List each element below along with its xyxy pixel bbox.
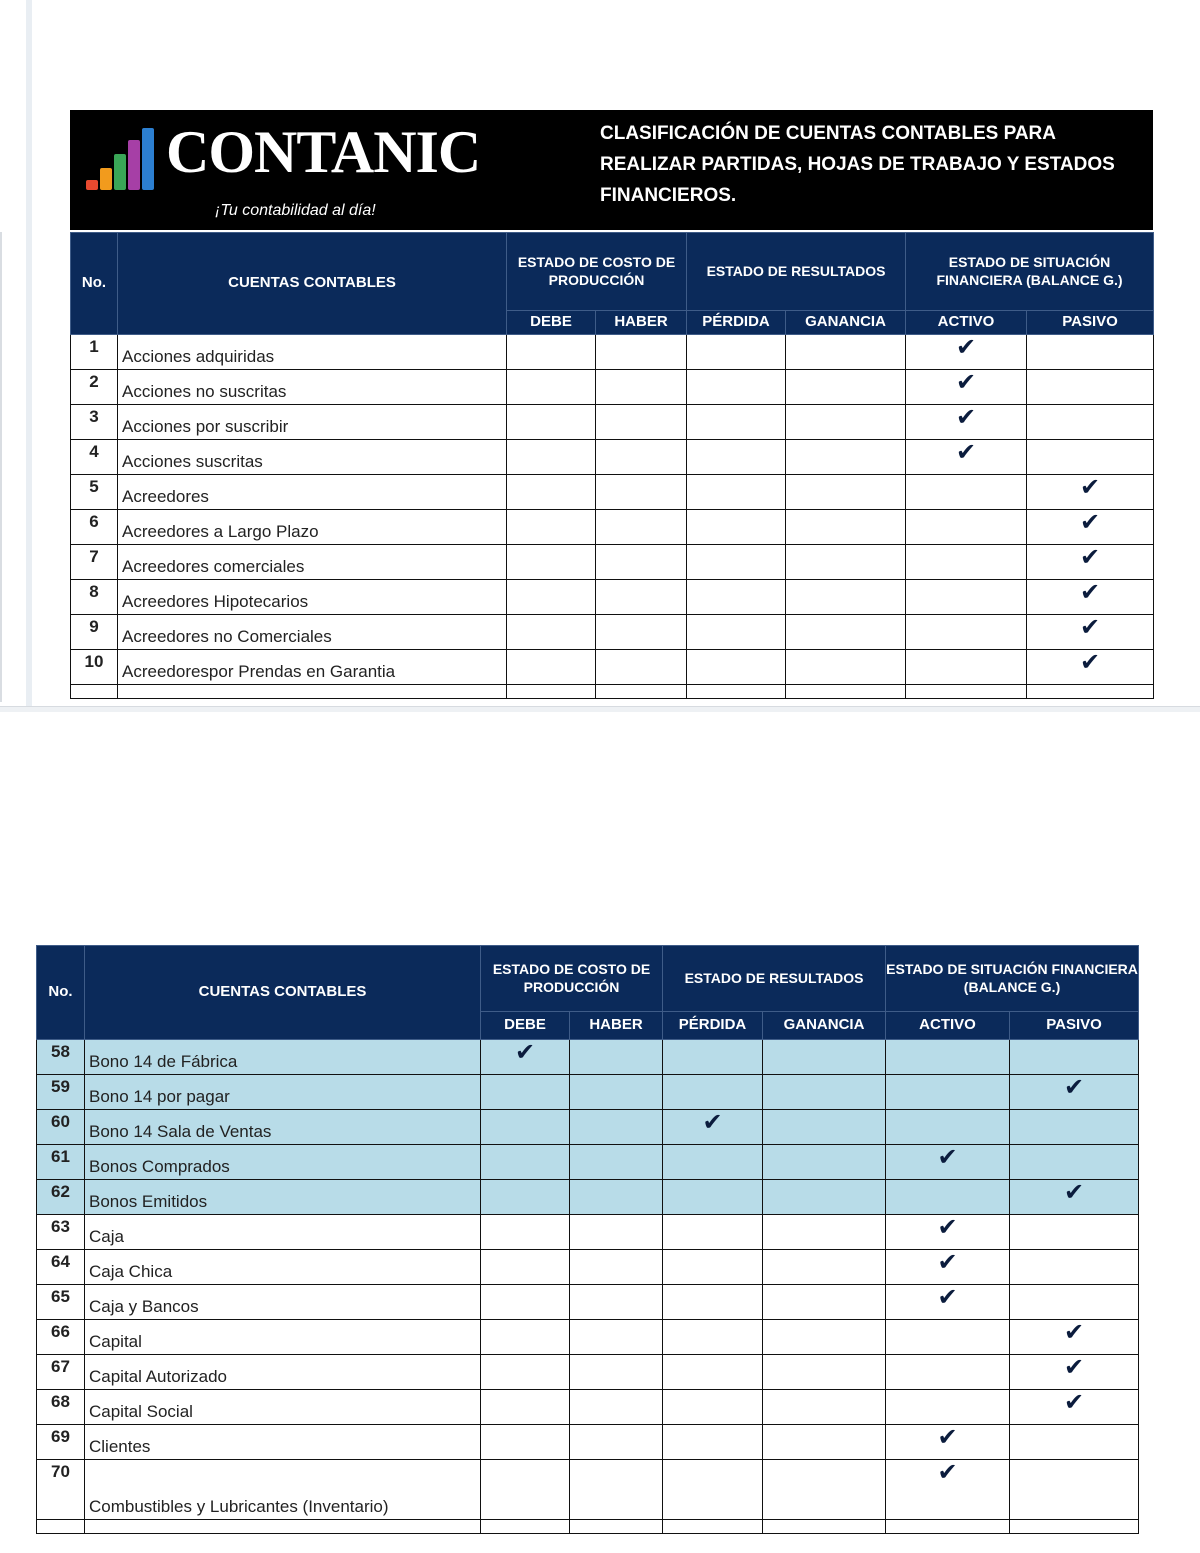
- table-row: [37, 1215, 1139, 1250]
- header-debe: DEBE: [507, 311, 596, 335]
- cell-haber: [570, 1320, 663, 1355]
- logo-bars-icon: [86, 128, 156, 190]
- table-row: [37, 1355, 1139, 1390]
- accounts-table-2: [36, 945, 1139, 1534]
- cell-haber: [570, 1145, 663, 1180]
- cell-activo: [906, 335, 1027, 370]
- cell-debe: [481, 1390, 570, 1425]
- document-page-2: [0, 712, 1200, 1553]
- row-number: 62: [37, 1180, 85, 1215]
- cell-perdida: [663, 1460, 763, 1520]
- cell-haber: [570, 1355, 663, 1390]
- cell-ganancia: [786, 510, 906, 545]
- cell-debe: [481, 1145, 570, 1180]
- cell-haber: [596, 335, 687, 370]
- cell-ganancia: [763, 1250, 886, 1285]
- cell-debe: [507, 545, 596, 580]
- partial-cell: [481, 1520, 570, 1534]
- logo-wordmark: CONTANIC: [166, 119, 481, 185]
- cell-haber: [570, 1215, 663, 1250]
- row-number: 60: [37, 1110, 85, 1145]
- partial-cell: [687, 685, 786, 699]
- partial-cell: [596, 685, 687, 699]
- cell-ganancia: [786, 405, 906, 440]
- checkmark-icon: ✔: [937, 1459, 958, 1486]
- cell-haber: [596, 580, 687, 615]
- table-row: [37, 1425, 1139, 1460]
- table-row: [71, 650, 1154, 685]
- cell-pasivo: [1027, 545, 1154, 580]
- cell-haber: [596, 510, 687, 545]
- header-ganancia: GANANCIA: [786, 311, 906, 335]
- table-row: [71, 510, 1154, 545]
- cell-ganancia: [763, 1215, 886, 1250]
- cell-pasivo: [1010, 1145, 1139, 1180]
- row-number: 9: [71, 615, 118, 650]
- cell-activo: [886, 1180, 1010, 1215]
- cell-debe: [481, 1075, 570, 1110]
- account-name: Capital Autorizado: [85, 1355, 481, 1390]
- account-name: Caja: [85, 1215, 481, 1250]
- row-number: 6: [71, 510, 118, 545]
- cell-pasivo: [1027, 615, 1154, 650]
- cell-haber: [570, 1040, 663, 1075]
- account-name: Acreedores comerciales: [118, 545, 507, 580]
- cell-perdida: [663, 1390, 763, 1425]
- cell-debe: [481, 1110, 570, 1145]
- cell-debe: [507, 650, 596, 685]
- cell-ganancia: [763, 1145, 886, 1180]
- logo-bar: [114, 154, 126, 190]
- table-row: [71, 545, 1154, 580]
- logo-bar: [142, 128, 154, 190]
- cell-haber: [596, 440, 687, 475]
- cell-activo: [906, 510, 1027, 545]
- cell-haber: [570, 1425, 663, 1460]
- header-debe: DEBE: [481, 1012, 570, 1040]
- cell-debe: [507, 580, 596, 615]
- cell-debe: [507, 405, 596, 440]
- cell-activo: [886, 1320, 1010, 1355]
- partial-cell: [786, 685, 906, 699]
- cell-ganancia: [786, 370, 906, 405]
- cell-ganancia: [786, 440, 906, 475]
- partial-cell: [507, 685, 596, 699]
- table-row: [37, 1040, 1139, 1075]
- cell-haber: [596, 545, 687, 580]
- row-number: 67: [37, 1355, 85, 1390]
- account-name: Clientes: [85, 1425, 481, 1460]
- checkmark-icon: ✔: [1063, 1319, 1085, 1346]
- partial-cell: [71, 685, 118, 699]
- row-number: 70: [37, 1460, 85, 1520]
- row-number: 61: [37, 1145, 85, 1180]
- account-name: Caja Chica: [85, 1250, 481, 1285]
- row-number: 68: [37, 1390, 85, 1425]
- cell-perdida: [687, 650, 786, 685]
- table-row: [37, 1390, 1139, 1425]
- checkmark-icon: ✔: [1063, 1179, 1085, 1206]
- partial-cell: [118, 685, 507, 699]
- header-group-resultados: ESTADO DE RESULTADOS: [687, 233, 906, 311]
- row-number: 66: [37, 1320, 85, 1355]
- header-pasivo: PASIVO: [1027, 311, 1154, 335]
- cell-haber: [570, 1250, 663, 1285]
- cell-pasivo: [1010, 1390, 1139, 1425]
- account-name: Acreedores a Largo Plazo: [118, 510, 507, 545]
- cell-perdida: [687, 440, 786, 475]
- row-number: 1: [71, 335, 118, 370]
- cell-ganancia: [763, 1110, 886, 1145]
- cell-pasivo: [1010, 1250, 1139, 1285]
- cell-perdida: [663, 1320, 763, 1355]
- header-perdida: PÉRDIDA: [687, 311, 786, 335]
- account-name: Bonos Emitidos: [85, 1180, 481, 1215]
- cell-activo: [886, 1250, 1010, 1285]
- cell-ganancia: [763, 1285, 886, 1320]
- cell-ganancia: [763, 1355, 886, 1390]
- cell-activo: [906, 615, 1027, 650]
- table-row: [37, 1285, 1139, 1320]
- cell-ganancia: [786, 615, 906, 650]
- row-number: 4: [71, 440, 118, 475]
- cell-debe: [507, 440, 596, 475]
- cell-activo: [886, 1460, 1010, 1520]
- checkmark-icon: ✔: [1079, 614, 1101, 641]
- table-row: [71, 440, 1154, 475]
- cell-pasivo: [1010, 1040, 1139, 1075]
- row-number: 64: [37, 1250, 85, 1285]
- table-row: [37, 1110, 1139, 1145]
- cell-activo: [906, 440, 1027, 475]
- cell-pasivo: [1027, 580, 1154, 615]
- header-group-resultados: ESTADO DE RESULTADOS: [663, 946, 886, 1012]
- account-name: Acciones por suscribir: [118, 405, 507, 440]
- cell-activo: [906, 405, 1027, 440]
- checkmark-icon: ✔: [937, 1284, 958, 1311]
- document-page-1: [0, 0, 1200, 706]
- cell-activo: [886, 1040, 1010, 1075]
- cell-pasivo: [1027, 370, 1154, 405]
- header-haber: HABER: [570, 1012, 663, 1040]
- logo-tagline: ¡Tu contabilidad al día!: [215, 202, 376, 219]
- cell-activo: [906, 580, 1027, 615]
- cell-activo: [886, 1425, 1010, 1460]
- cell-haber: [596, 370, 687, 405]
- account-name: Acreedores no Comerciales: [118, 615, 507, 650]
- table-row: [37, 1460, 1139, 1520]
- table-row: [71, 335, 1154, 370]
- cell-haber: [596, 475, 687, 510]
- row-number: 69: [37, 1425, 85, 1460]
- row-number: 2: [71, 370, 118, 405]
- row-number: 10: [71, 650, 118, 685]
- cell-pasivo: [1010, 1215, 1139, 1250]
- checkmark-icon: ✔: [1079, 509, 1101, 536]
- cell-pasivo: [1027, 335, 1154, 370]
- checkmark-icon: ✔: [1063, 1074, 1085, 1101]
- cell-perdida: [687, 510, 786, 545]
- checkmark-icon: ✔: [937, 1214, 958, 1241]
- cell-debe: [507, 510, 596, 545]
- checkmark-icon: ✔: [955, 369, 977, 396]
- cell-perdida: [687, 545, 786, 580]
- row-number: 63: [37, 1215, 85, 1250]
- table-row: [37, 1320, 1139, 1355]
- cell-perdida: [663, 1250, 763, 1285]
- account-name: Combustibles y Lubricantes (Inventario): [85, 1460, 481, 1520]
- header-group-situacion: ESTADO DE SITUACIÓN FINANCIERA (BALANCE G.): [906, 233, 1154, 311]
- cell-debe: [481, 1180, 570, 1215]
- cell-ganancia: [786, 545, 906, 580]
- table-row: [71, 370, 1154, 405]
- cell-debe: [481, 1425, 570, 1460]
- cell-debe: [481, 1250, 570, 1285]
- cell-debe: [481, 1320, 570, 1355]
- header-perdida: PÉRDIDA: [663, 1012, 763, 1040]
- checkmark-icon: ✔: [1079, 579, 1101, 606]
- checkmark-icon: ✔: [937, 1144, 958, 1171]
- cell-perdida: [663, 1110, 763, 1145]
- account-name: Acciones adquiridas: [118, 335, 507, 370]
- cell-activo: [886, 1285, 1010, 1320]
- account-name: Bonos Comprados: [85, 1145, 481, 1180]
- cell-activo: [886, 1390, 1010, 1425]
- account-name: Bono 14 de Fábrica: [85, 1040, 481, 1075]
- account-name: Capital: [85, 1320, 481, 1355]
- table-row: [71, 405, 1154, 440]
- table-row: [71, 580, 1154, 615]
- cell-perdida: [687, 615, 786, 650]
- account-name: Acciones no suscritas: [118, 370, 507, 405]
- table-1-body: [71, 335, 1154, 699]
- account-name: Bono 14 por pagar: [85, 1075, 481, 1110]
- account-name: Acreedores Hipotecarios: [118, 580, 507, 615]
- partial-cell: [886, 1520, 1010, 1534]
- cell-debe: [481, 1040, 570, 1075]
- partial-cell: [570, 1520, 663, 1534]
- cell-ganancia: [786, 335, 906, 370]
- header-group-costo: ESTADO DE COSTO DE PRODUCCIÓN: [481, 946, 663, 1012]
- cell-perdida: [663, 1040, 763, 1075]
- cell-pasivo: [1027, 650, 1154, 685]
- header-cuentas: CUENTAS CONTABLES: [118, 233, 507, 335]
- cell-haber: [570, 1460, 663, 1520]
- partial-cell: [37, 1520, 85, 1534]
- cell-pasivo: [1010, 1075, 1139, 1110]
- cell-perdida: [687, 405, 786, 440]
- logo-bar: [100, 168, 112, 190]
- cell-perdida: [663, 1215, 763, 1250]
- row-number: 8: [71, 580, 118, 615]
- cell-debe: [507, 370, 596, 405]
- header-haber: HABER: [596, 311, 687, 335]
- cell-haber: [570, 1075, 663, 1110]
- table-row-partial: [37, 1520, 1139, 1534]
- cell-perdida: [663, 1180, 763, 1215]
- cell-ganancia: [763, 1320, 886, 1355]
- account-name: Acreedorespor Prendas en Garantia: [118, 650, 507, 685]
- cell-haber: [570, 1110, 663, 1145]
- account-name: Acreedores: [118, 475, 507, 510]
- cell-pasivo: [1010, 1110, 1139, 1145]
- checkmark-icon: ✔: [702, 1109, 723, 1136]
- partial-cell: [763, 1520, 886, 1534]
- cell-activo: [886, 1075, 1010, 1110]
- table-row: [37, 1145, 1139, 1180]
- cell-ganancia: [763, 1040, 886, 1075]
- checkmark-icon: ✔: [955, 404, 977, 431]
- cell-perdida: [687, 335, 786, 370]
- cell-activo: [906, 475, 1027, 510]
- cell-pasivo: [1010, 1355, 1139, 1390]
- cell-haber: [570, 1180, 663, 1215]
- header-group-situacion: ESTADO DE SITUACIÓN FINANCIERA (BALANCE G.): [886, 946, 1139, 1012]
- cell-pasivo: [1010, 1180, 1139, 1215]
- cell-haber: [596, 650, 687, 685]
- checkmark-icon: ✔: [937, 1249, 958, 1276]
- row-number: 58: [37, 1040, 85, 1075]
- document-title: CLASIFICACIÓN DE CUENTAS CONTABLES PARA REALIZAR PARTIDAS, HOJAS DE TRABAJO Y ESTADOS FINANCIEROS.: [600, 123, 1115, 206]
- cell-perdida: [663, 1355, 763, 1390]
- cell-activo: [906, 545, 1027, 580]
- row-number: 7: [71, 545, 118, 580]
- header-no: No.: [71, 233, 118, 335]
- row-number: 59: [37, 1075, 85, 1110]
- partial-cell: [906, 685, 1027, 699]
- header-activo: ACTIVO: [886, 1012, 1010, 1040]
- cell-pasivo: [1027, 475, 1154, 510]
- checkmark-icon: ✔: [955, 439, 977, 466]
- cell-ganancia: [763, 1390, 886, 1425]
- cell-ganancia: [763, 1460, 886, 1520]
- cell-ganancia: [763, 1075, 886, 1110]
- checkmark-icon: ✔: [1079, 649, 1101, 676]
- account-name: Caja y Bancos: [85, 1285, 481, 1320]
- header-group-costo: ESTADO DE COSTO DE PRODUCCIÓN: [507, 233, 687, 311]
- cell-debe: [481, 1215, 570, 1250]
- checkmark-icon: ✔: [1063, 1389, 1085, 1416]
- row-number: 5: [71, 475, 118, 510]
- checkmark-icon: ✔: [1063, 1354, 1085, 1381]
- cell-debe: [481, 1285, 570, 1320]
- checkmark-icon: ✔: [1079, 544, 1101, 571]
- table-row: [37, 1180, 1139, 1215]
- account-name: Capital Social: [85, 1390, 481, 1425]
- accounts-table-1: [70, 232, 1154, 699]
- row-number: 3: [71, 405, 118, 440]
- cell-haber: [596, 615, 687, 650]
- cell-ganancia: [763, 1180, 886, 1215]
- account-name: Acciones suscritas: [118, 440, 507, 475]
- cell-debe: [507, 335, 596, 370]
- row-number: 65: [37, 1285, 85, 1320]
- cell-perdida: [663, 1425, 763, 1460]
- cell-pasivo: [1027, 405, 1154, 440]
- cell-ganancia: [786, 650, 906, 685]
- logo-bar: [128, 140, 140, 190]
- cell-pasivo: [1010, 1425, 1139, 1460]
- header-no: No.: [37, 946, 85, 1040]
- cell-debe: [481, 1355, 570, 1390]
- cell-pasivo: [1027, 510, 1154, 545]
- contanic-banner: [70, 110, 1153, 230]
- table-row: [37, 1075, 1139, 1110]
- cell-perdida: [687, 475, 786, 510]
- table-row: [37, 1250, 1139, 1285]
- checkmark-icon: ✔: [955, 334, 977, 361]
- account-name: Bono 14 Sala de Ventas: [85, 1110, 481, 1145]
- header-cuentas: CUENTAS CONTABLES: [85, 946, 481, 1040]
- partial-cell: [1027, 685, 1154, 699]
- partial-cell: [1010, 1520, 1139, 1534]
- cell-perdida: [687, 580, 786, 615]
- partial-cell: [663, 1520, 763, 1534]
- table-row-partial: [71, 685, 1154, 699]
- cell-perdida: [663, 1285, 763, 1320]
- cell-activo: [886, 1110, 1010, 1145]
- cell-pasivo: [1027, 440, 1154, 475]
- cell-activo: [906, 650, 1027, 685]
- checkmark-icon: ✔: [937, 1424, 958, 1451]
- cell-activo: [886, 1355, 1010, 1390]
- cell-ganancia: [763, 1425, 886, 1460]
- logo-bar: [86, 180, 98, 190]
- checkmark-icon: ✔: [1079, 474, 1101, 501]
- header-activo: ACTIVO: [906, 311, 1027, 335]
- table-row: [71, 615, 1154, 650]
- table-row: [71, 475, 1154, 510]
- cell-ganancia: [786, 475, 906, 510]
- cell-haber: [596, 405, 687, 440]
- header-ganancia: GANANCIA: [763, 1012, 886, 1040]
- cell-perdida: [663, 1145, 763, 1180]
- cell-activo: [886, 1145, 1010, 1180]
- cell-pasivo: [1010, 1320, 1139, 1355]
- cell-haber: [570, 1390, 663, 1425]
- cell-pasivo: [1010, 1460, 1139, 1520]
- header-pasivo: PASIVO: [1010, 1012, 1139, 1040]
- table-2-body: [37, 1040, 1139, 1534]
- cell-haber: [570, 1285, 663, 1320]
- cell-perdida: [663, 1075, 763, 1110]
- cell-debe: [507, 475, 596, 510]
- checkmark-icon: ✔: [514, 1039, 536, 1066]
- cell-debe: [507, 615, 596, 650]
- cell-activo: [906, 370, 1027, 405]
- cell-debe: [481, 1460, 570, 1520]
- partial-cell: [85, 1520, 481, 1534]
- cell-perdida: [687, 370, 786, 405]
- cell-ganancia: [786, 580, 906, 615]
- cell-pasivo: [1010, 1285, 1139, 1320]
- cell-activo: [886, 1215, 1010, 1250]
